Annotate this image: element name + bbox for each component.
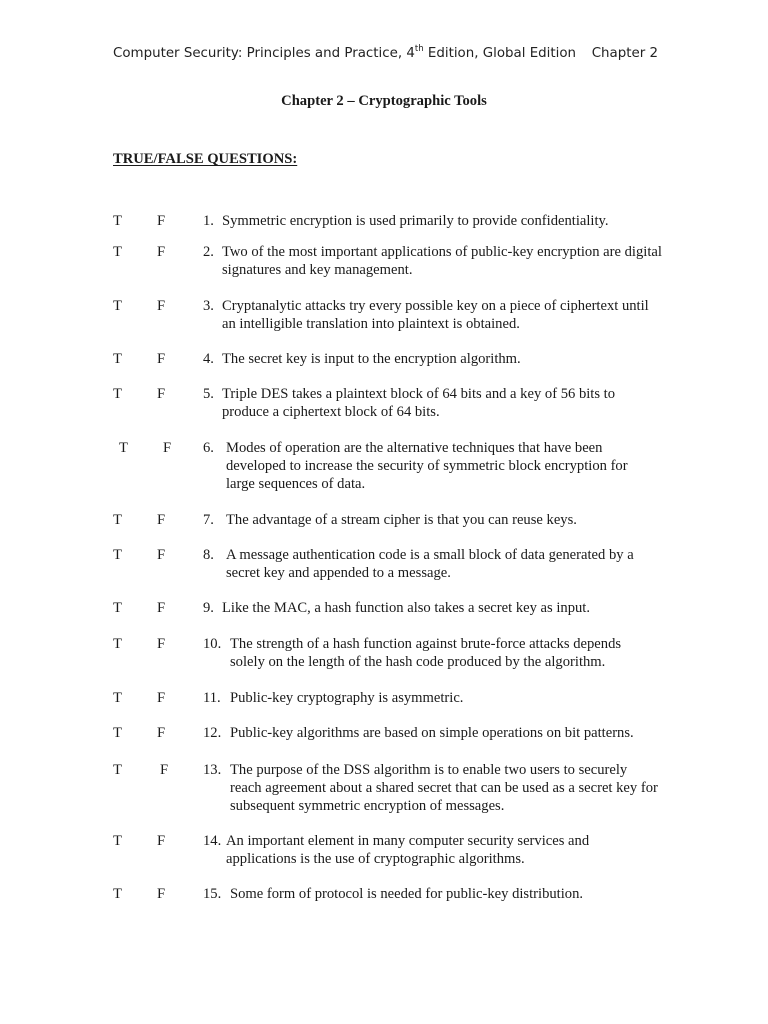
question-text: Some form of protocol is needed for public-key distribution. (230, 886, 584, 902)
question-number: 14. (203, 833, 222, 849)
question-number: 11. (203, 690, 221, 706)
question-text: An important element in many computer security services and applications is the use of cryptographic algorithms. (226, 833, 590, 867)
question-number: 2. (203, 244, 214, 260)
false-option[interactable]: F (157, 833, 166, 849)
false-option[interactable]: F (157, 886, 166, 902)
chapter-label: Chapter 2 (591, 46, 658, 61)
true-option[interactable]: T (113, 886, 122, 902)
page-title: Chapter 2 – Cryptographic Tools (281, 93, 487, 109)
false-option[interactable]: F (157, 351, 166, 367)
true-option[interactable]: T (113, 833, 122, 849)
true-option[interactable]: T (113, 762, 122, 778)
book-title (113, 43, 577, 61)
question-number: 8. (203, 547, 214, 563)
question-text: The advantage of a stream cipher is that you can reuse keys. (226, 512, 577, 528)
question-text: Cryptanalytic attacks try every possible key on a piece of ciphertext until an intelligible translation into plaintext is obtained. (222, 298, 649, 332)
question-number: 6. (203, 440, 214, 456)
question-text: Public-key cryptography is asymmetric. (230, 690, 464, 706)
question-number: 10. (203, 636, 222, 652)
question-number: 12. (203, 725, 222, 741)
question-text: The secret key is input to the encryption algorithm. (222, 351, 521, 367)
true-option[interactable]: T (119, 440, 128, 456)
false-option[interactable]: F (163, 440, 172, 456)
book-title-edition: Edition, Global Edition (423, 46, 577, 61)
question-number: 15. (203, 886, 222, 902)
true-option[interactable]: T (113, 725, 122, 741)
book-title-main: Computer Security: Principles and Practice, 4 (113, 46, 415, 61)
true-option[interactable]: T (113, 351, 122, 367)
true-option[interactable]: T (113, 386, 122, 402)
question-number: 1. (203, 213, 214, 229)
book-title-edition-superscript: th (414, 43, 424, 54)
section-heading: TRUE/FALSE QUESTIONS: (113, 151, 298, 167)
question-text: Public-key algorithms are based on simple operations on bit patterns. (230, 725, 634, 741)
true-option[interactable]: T (113, 636, 122, 652)
question-number: 3. (203, 298, 214, 314)
true-option[interactable]: T (113, 512, 122, 528)
false-option[interactable]: F (157, 244, 166, 260)
question-number: 4. (203, 351, 214, 367)
false-option[interactable]: F (157, 213, 166, 229)
question-number: 13. (203, 762, 222, 778)
false-option[interactable]: F (160, 762, 169, 778)
false-option[interactable]: F (157, 547, 166, 563)
question-text: Modes of operation are the alternative techniques that have been developed to increase the security of symmetric block encryption for large sequences of data. (226, 440, 628, 492)
false-option[interactable]: F (157, 386, 166, 402)
true-option[interactable]: T (113, 244, 122, 260)
question-text: The strength of a hash function against brute-force attacks depends solely on the length of the hash code produced by the algorithm. (230, 636, 622, 670)
question-text: Two of the most important applications of public-key encryption are digital signatures and key management. (222, 244, 662, 278)
question-number: 7. (203, 512, 214, 528)
true-option[interactable]: T (113, 600, 122, 616)
false-option[interactable]: F (157, 298, 166, 314)
question-text: A message authentication code is a small block of data generated by a secret key and appended to a message. (226, 547, 634, 581)
false-option[interactable]: F (157, 600, 166, 616)
question-text: Symmetric encryption is used primarily to provide confidentiality. (222, 213, 609, 229)
false-option[interactable]: F (157, 725, 166, 741)
false-option[interactable]: F (157, 636, 166, 652)
true-option[interactable]: T (113, 298, 122, 314)
question-text: The purpose of the DSS algorithm is to enable two users to securely reach agreement about a shared secret that can be used as a secret key for subsequent symmetric encryption of messages. (230, 762, 658, 814)
question-number: 5. (203, 386, 214, 402)
question-number: 9. (203, 600, 214, 616)
false-option[interactable]: F (157, 690, 166, 706)
question-text: Like the MAC, a hash function also takes a secret key as input. (222, 600, 590, 616)
false-option[interactable]: F (157, 512, 166, 528)
true-option[interactable]: T (113, 547, 122, 563)
true-option[interactable]: T (113, 690, 122, 706)
question-text: Triple DES takes a plaintext block of 64 bits and a key of 56 bits to produce a ciphertext block of 64 bits. (222, 386, 616, 420)
true-option[interactable]: T (113, 213, 122, 229)
